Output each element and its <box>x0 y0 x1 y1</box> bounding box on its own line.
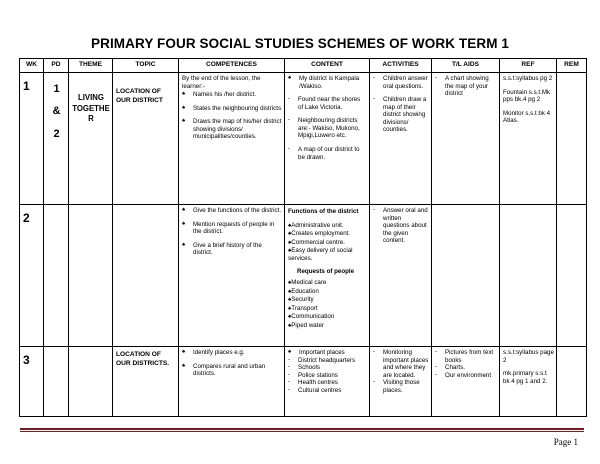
spade-bullet-icon: ♠ <box>182 104 186 111</box>
dash-bullet-icon: - <box>435 75 437 81</box>
list-item: ♠Commercial centre. <box>288 238 345 246</box>
topic-cell: LOCATION OF OUR DISTRICT <box>113 73 179 205</box>
activities-cell <box>370 347 432 417</box>
dash-bullet-icon: - <box>288 379 290 386</box>
dash-bullet-icon: - <box>373 75 375 81</box>
list-item: ♠Communication <box>288 313 335 321</box>
header-content: CONTENT <box>285 59 370 73</box>
list-item: - Cultural centres <box>288 386 342 394</box>
ref-item: Fountain s.s.t.Mk pps bk.4 pg 2 <box>503 88 551 104</box>
week-cell: 1 <box>20 73 44 205</box>
list-item: ♠Education <box>288 287 319 295</box>
dash-bullet-icon: - <box>373 349 375 355</box>
theme-cell <box>69 347 113 417</box>
list-item: - A map of our district to be drawn. <box>288 145 360 161</box>
list-item: ♠Creates employment. <box>288 230 351 238</box>
spade-bullet-icon: ♠ <box>182 362 186 369</box>
theme-cell: LIVING TOGETHE R <box>69 73 113 205</box>
activities-cell <box>370 73 432 205</box>
spade-bullet-icon: ♠ <box>288 304 292 312</box>
content-heading: Functions of the district <box>288 208 359 215</box>
list-item: ♠ Names his /her district. <box>182 91 256 99</box>
spade-bullet-icon: ♠ <box>288 296 292 304</box>
period-cell <box>44 347 69 417</box>
ref-item: s.s.t:syllabus pg 2 <box>503 75 553 82</box>
list-item: ♠Medical care <box>288 278 327 286</box>
list-item: ♠ Give the functions of the district. <box>182 207 282 214</box>
header-ref: REF <box>500 59 557 73</box>
schemes-table <box>19 58 587 417</box>
topic-cell <box>113 205 179 347</box>
list-item: ♠Transport <box>288 304 318 312</box>
rem-cell <box>557 347 587 417</box>
list-item: - Answer oral and written questions about the given content. <box>373 207 428 245</box>
competences-cell <box>179 205 285 347</box>
footer-divider <box>20 428 584 430</box>
aids-cell <box>432 205 500 347</box>
document-title: PRIMARY FOUR SOCIAL STUDIES SCHEMES OF WORK TERM 1 <box>90 36 510 51</box>
spade-bullet-icon: ♠ <box>288 321 292 329</box>
week-cell: 2 <box>20 205 44 347</box>
content-cell <box>285 347 370 417</box>
list-item: ♠ States the neighbouring districts <box>182 104 282 112</box>
list-item: - Pictures from text books <box>435 349 494 364</box>
spade-bullet-icon: ♠ <box>288 75 292 81</box>
spade-bullet-icon: ♠ <box>288 287 292 295</box>
list-item: ♠ Identify places e.g. <box>182 349 245 356</box>
dash-bullet-icon: - <box>288 386 290 393</box>
list-item: - Children draw a map of their district showing divisions/ counties. <box>373 96 427 134</box>
spade-bullet-icon: ♠ <box>182 220 186 227</box>
dash-bullet-icon: - <box>435 349 437 355</box>
spade-bullet-icon: ♠ <box>182 349 186 355</box>
list-item: - Neighbouring districts are:- Wakiso, Mukono, Mpigi,Luwero etc. <box>288 117 360 140</box>
period-cell <box>44 205 69 347</box>
dash-bullet-icon: - <box>288 145 290 152</box>
header-wk: WK <box>20 59 44 73</box>
spade-bullet-icon: ♠ <box>288 349 292 355</box>
spade-bullet-icon: ♠ <box>182 91 186 98</box>
dash-bullet-icon: - <box>288 117 290 124</box>
ref-item: s.s.t:syllabus page 2 <box>503 349 554 364</box>
competences-cell <box>179 347 285 417</box>
list-item: - Found near the shores of Lake Victoria. <box>288 96 361 111</box>
dash-bullet-icon: - <box>435 364 437 371</box>
header-rem: REM <box>557 59 587 73</box>
list-item: ♠ My district is Kampala /Wakiso. <box>288 75 360 90</box>
aids-cell <box>432 347 500 417</box>
period-value: 1 <box>53 83 60 95</box>
content-heading: Requests of people <box>297 268 355 276</box>
list-item: - Police stations <box>288 371 338 379</box>
spade-bullet-icon: ♠ <box>288 230 292 238</box>
header-row <box>20 59 587 73</box>
header-theme: THEME <box>69 59 113 73</box>
dash-bullet-icon: - <box>435 371 437 378</box>
period-value: 2 <box>53 127 60 140</box>
header-topic: TOPIC <box>113 59 179 73</box>
period-cell <box>44 73 69 205</box>
dash-bullet-icon: - <box>373 96 375 103</box>
ref-cell <box>500 73 557 205</box>
dash-bullet-icon: - <box>373 379 375 386</box>
list-item: - Our environment <box>435 371 492 379</box>
list-item: - A chart showing the map of your district <box>435 75 489 98</box>
list-item: ♠Easy delivery of social services. <box>288 247 353 262</box>
list-item: ♠ Give a brief history of the district. <box>182 241 262 257</box>
page-number: Page 1 <box>553 437 578 447</box>
dash-bullet-icon: - <box>373 207 375 213</box>
aids-cell <box>432 73 500 205</box>
table-row <box>20 205 587 347</box>
ref-cell <box>500 205 557 347</box>
theme-cell <box>69 205 113 347</box>
list-item: - District headquarters <box>288 356 356 364</box>
spade-bullet-icon: ♠ <box>182 118 186 125</box>
spade-bullet-icon: ♠ <box>182 207 186 213</box>
list-item: ♠ Mention requests of people in the district. <box>182 220 275 236</box>
list-item: - Visiting those places. <box>373 379 420 394</box>
content-cell <box>285 73 370 205</box>
header-activities: ACTIVITIES <box>370 59 432 73</box>
week-cell: 3 <box>20 347 44 417</box>
dash-bullet-icon: - <box>288 356 290 363</box>
list-item: - Charts. <box>435 364 465 372</box>
topic-cell: LOCATION OF OUR DISTRICTS. <box>113 347 179 417</box>
activities-cell <box>370 205 432 347</box>
header-pd: PD <box>44 59 69 73</box>
list-item: ♠ Compares rural and urban districts. <box>182 362 266 378</box>
list-item: - Children answer oral questions. <box>373 75 428 90</box>
ref-cell <box>500 347 557 417</box>
footer-divider <box>20 431 584 432</box>
table-row <box>20 73 587 205</box>
list-item: - Health centres <box>288 379 338 387</box>
list-item: ♠ Draws the map of his/her district showing divisions/ municipalities/counties. <box>182 118 282 141</box>
list-item: - Schools <box>288 364 321 372</box>
content-cell <box>285 205 370 347</box>
spade-bullet-icon: ♠ <box>288 278 292 286</box>
ref-item: mk.primary s.s.t bk 4 pg 1 and 2. <box>503 370 548 385</box>
rem-cell <box>557 73 587 205</box>
spade-bullet-icon: ♠ <box>288 247 292 255</box>
ref-item: Monitor s.s.t bk 4 Atlas. <box>503 109 551 125</box>
list-item: ♠ Important places <box>288 349 345 356</box>
rem-cell <box>557 205 587 347</box>
spade-bullet-icon: ♠ <box>288 221 292 229</box>
list-item: ♠Security <box>288 296 314 304</box>
table-row <box>20 347 587 417</box>
period-value: & <box>52 105 61 118</box>
dash-bullet-icon: - <box>288 96 290 103</box>
list-item: ♠Piped water <box>288 321 324 329</box>
dash-bullet-icon: - <box>288 371 290 378</box>
spade-bullet-icon: ♠ <box>288 238 292 246</box>
list-item: - Monitoring important places and where they are located. <box>373 349 429 379</box>
spade-bullet-icon: ♠ <box>288 313 292 321</box>
header-aids: T/L AIDS <box>432 59 500 73</box>
dash-bullet-icon: - <box>288 364 290 371</box>
competences-cell <box>179 73 285 205</box>
spade-bullet-icon: ♠ <box>182 241 186 248</box>
header-competences: COMPETENCES <box>179 59 285 73</box>
list-item: ♠Administrative unit. <box>288 221 344 229</box>
competences-intro: By the end of the lesson, the learner:- <box>182 75 261 90</box>
